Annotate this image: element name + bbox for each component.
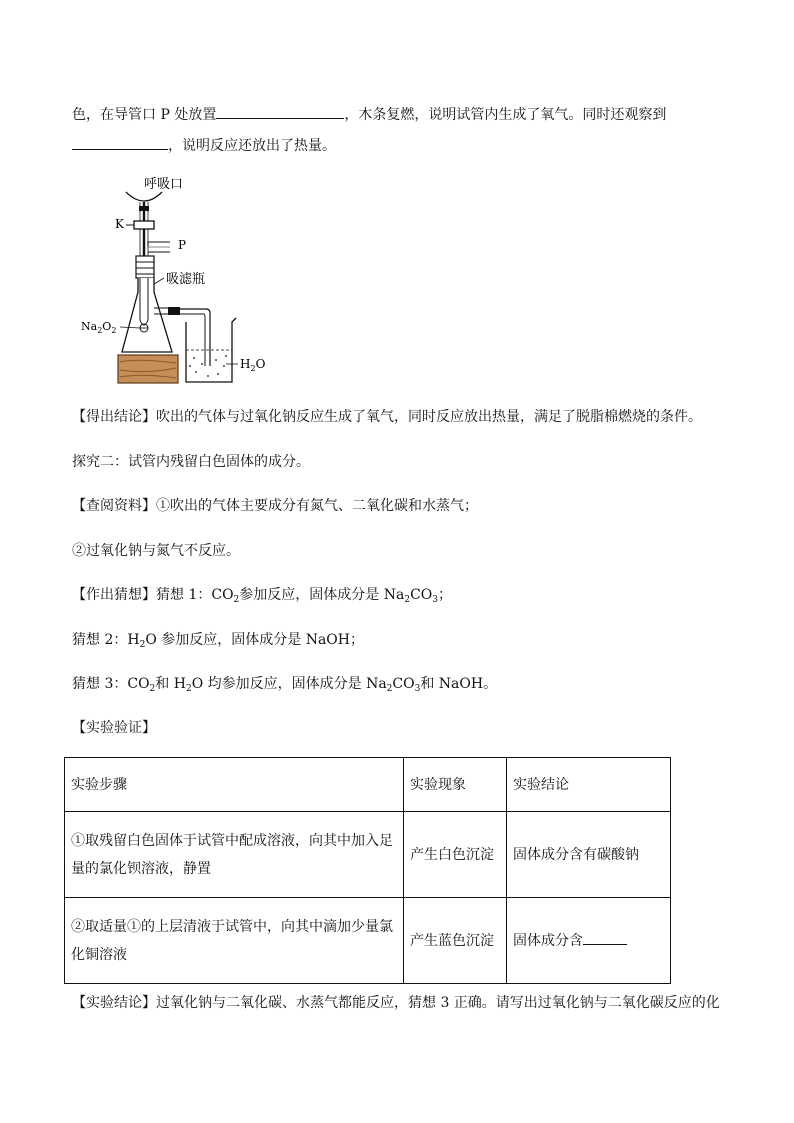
answer-blank-1[interactable] — [216, 103, 344, 119]
final-conclusion: 【实验结论】过氧化钠与二氧化碳、水蒸气都能反应，猜想 3 正确。请写出过氧化钠与二氧化碳反应的化 — [72, 995, 720, 1011]
guess-1: 【作出猜想】猜想 1：$CO_2$参加反应，固体成分是 $Na_2CO_3$； — [72, 587, 452, 605]
info-2: ②过氧化钠与氮气不反应。 — [72, 543, 240, 559]
header-step: 实验步骤 — [65, 758, 404, 812]
header-conclusion: 实验结论 — [507, 758, 671, 812]
row2-conclusion: 固体成分含 — [507, 898, 671, 984]
mouthpiece-icon — [126, 192, 162, 201]
verify-title: 【实验验证】 — [72, 720, 156, 736]
table-header-row — [65, 758, 671, 812]
label-k: K — [115, 217, 124, 231]
intro-text-c: ，说明反应还放出了热量。 — [168, 138, 336, 154]
water-dots — [189, 355, 227, 377]
intro-text-a: 色，在导管口 P 处放置 — [72, 107, 217, 123]
suction-flask — [122, 278, 172, 352]
experiment-table — [64, 757, 671, 984]
intro-line-1 — [72, 103, 666, 125]
label-h2o: $H_2O$ — [240, 357, 266, 373]
label-p: P — [178, 238, 187, 252]
guess-3: 猜想 3：$CO_2$和 $H_2O$ 均参加反应，固体成分是 $Na_2CO_3$和 NaOH。 — [72, 676, 498, 694]
info-1: 【查阅资料】①吹出的气体主要成分有氮气、二氧化碳和水蒸气； — [72, 498, 478, 514]
guess-2: 猜想 2：$H_2O$ 参加反应，固体成分是 NaOH； — [72, 632, 364, 650]
row1-step: ①取残留白色固体于试管中配成溶液，向其中加入足 量的氯化钡溶液，静置 — [65, 812, 404, 898]
header-phenomenon: 实验现象 — [404, 758, 507, 812]
label-na2o2: $Na_2O_2$ — [81, 320, 117, 335]
rubber-tube — [168, 307, 180, 315]
answer-blank-3[interactable] — [583, 930, 627, 945]
explore-2: 探究二：试管内残留白色固体的成分。 — [72, 454, 310, 470]
stopper — [136, 256, 154, 278]
row2-phenomenon: 产生蓝色沉淀 — [404, 898, 507, 984]
label-flask: 吸滤瓶 — [166, 272, 206, 287]
table-row — [65, 898, 671, 984]
row1-phenomenon: 产生白色沉淀 — [404, 812, 507, 898]
apparatus-diagram — [78, 170, 318, 388]
label-mouthpiece: 呼吸口 — [144, 177, 184, 192]
answer-blank-2[interactable] — [72, 134, 168, 150]
row1-conclusion: 固体成分含有碳酸钠 — [507, 812, 671, 898]
row2-step: ②取适量①的上层清液于试管中，向其中滴加少量氯 化铜溶液 — [65, 898, 404, 984]
table-row — [65, 812, 671, 898]
clamp-k — [134, 221, 154, 229]
intro-line-2 — [72, 134, 336, 156]
intro-text-b: ，木条复燃，说明试管内生成了氧气。同时还观察到 — [344, 107, 667, 123]
tube-clip — [139, 206, 149, 211]
conclusion-1: 【得出结论】吹出的气体与过氧化钠反应生成了氧气，同时反应放出热量，满足了脱脂棉燃烧的条件。 — [72, 409, 702, 425]
